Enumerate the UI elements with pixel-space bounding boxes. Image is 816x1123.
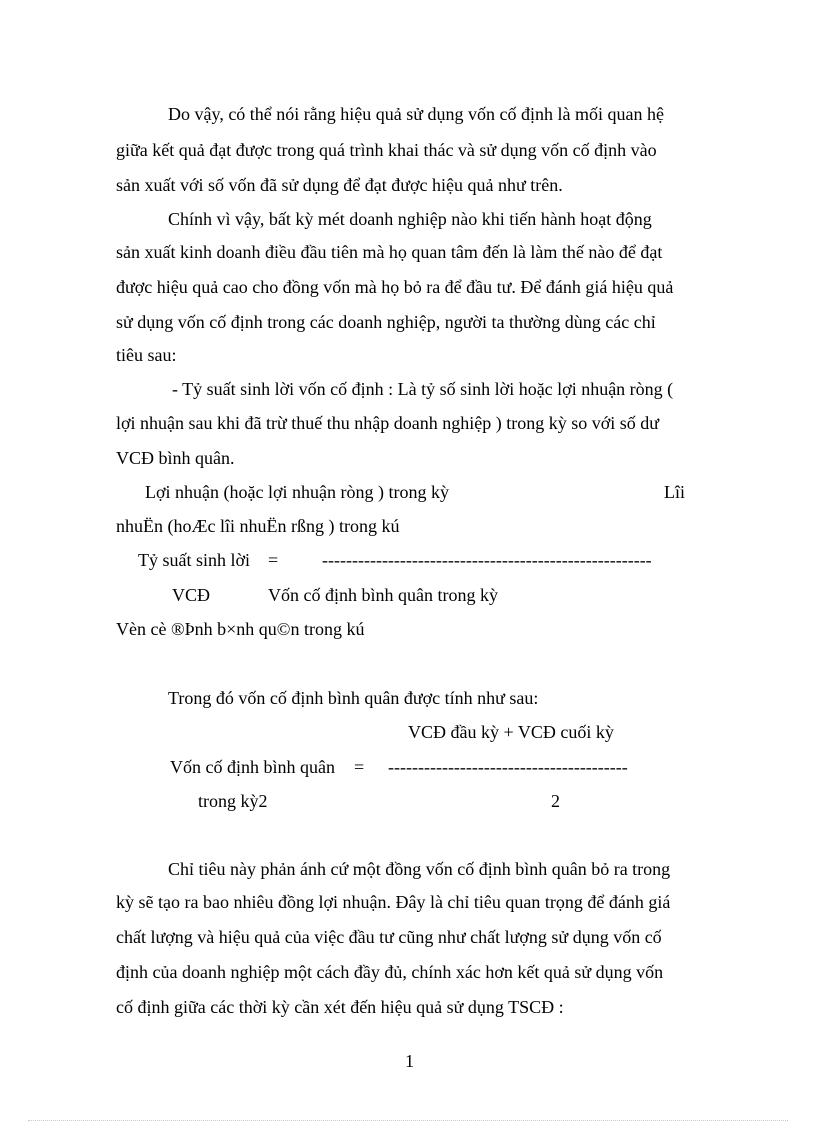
paragraph-3-line-2: kỳ sẽ tạo ra bao nhiêu đồng lợi nhuận. Đây là chỉ tiêu quan trọng để đánh giá — [116, 892, 671, 912]
paragraph-3-line-5: cố định giữa các thời kỳ cần xét đến hiệu quả sử dụng TSCĐ : — [116, 997, 564, 1017]
paragraph-2-line-1: Chính vì vậy, bất kỳ mét doanh nghiệp nào khi tiến hành hoạt động — [168, 209, 652, 229]
paragraph-1-line-1: Do vậy, có thể nói rằng hiệu quả sử dụng vốn cố định là mối quan hệ — [168, 104, 664, 124]
definition-line-3: VCĐ bình quân. — [116, 448, 235, 468]
formula-1-numerator-garbled-a: Lîi — [664, 482, 685, 502]
formula-1-lhs: Tỷ suất sinh lời — [138, 550, 251, 570]
formula-1-numerator: Lợi nhuận (hoặc lợi nhuận ròng ) trong kỳ — [145, 482, 449, 502]
paragraph-2-line-5: tiêu sau: — [116, 345, 177, 365]
page-number: 1 — [405, 1051, 414, 1071]
definition-line-2: lợi nhuận sau khi đã trừ thuế thu nhập doanh nghiệp ) trong kỳ so với số dư — [116, 413, 659, 433]
formula-2-divider: ---------------------------------------- — [388, 757, 628, 777]
paragraph-2-line-3: được hiệu quả cao cho đồng vốn mà họ bỏ ra để đầu tư. Để đánh giá hiệu quả — [116, 277, 674, 297]
formula-1-denominator-garbled: Vèn cè ®Þnh b×nh qu©n trong kú — [116, 619, 365, 639]
formula-1-equals: = — [268, 550, 279, 570]
paragraph-3-line-1: Chỉ tiêu này phản ánh cứ một đồng vốn cố định bình quân bỏ ra trong — [168, 859, 671, 879]
formula-1-divider: ------------------------------------------------------- — [322, 550, 652, 570]
definition-line-1: - Tỷ suất sinh lời vốn cố định : Là tỷ số sinh lời hoặc lợi nhuận ròng ( — [172, 379, 674, 399]
paragraph-2-line-2: sản xuất kinh doanh điều đầu tiên mà họ quan tâm đến là làm thế nào để đạt — [116, 242, 663, 262]
formula-2-intro: Trong đó vốn cố định bình quân được tính như sau: — [168, 688, 539, 708]
paragraph-1-line-2: giữa kết quả đạt được trong quá trình khai thác và sử dụng vốn cố định vào — [116, 140, 657, 160]
paragraph-3-line-4: định của doanh nghiệp một cách đầy đủ, chính xác hơn kết quả sử dụng vốn — [116, 962, 664, 982]
formula-2-lhs: Vốn cố định bình quân — [170, 757, 335, 777]
formula-2-numerator: VCĐ đầu kỳ + VCĐ cuối kỳ — [408, 722, 614, 742]
formula-1-denominator-prefix: VCĐ — [172, 585, 211, 605]
formula-1-numerator-garbled-b: nhuËn (hoÆc lîi nhuËn rßng ) trong kú — [116, 516, 400, 536]
paragraph-2-line-4: sử dụng vốn cố định trong các doanh nghiệp, người ta thường dùng các chỉ — [116, 312, 656, 332]
paragraph-3-line-3: chất lượng và hiệu quả của việc đầu tư cũng như chất lượng sử dụng vốn cố — [116, 927, 662, 947]
formula-2-lhs-suffix: trong kỳ2 — [198, 791, 268, 811]
formula-2-denominator: 2 — [551, 791, 560, 811]
formula-1-denominator: Vốn cố định bình quân trong kỳ — [268, 585, 498, 605]
paragraph-1-line-3: sản xuất với số vốn đã sử dụng để đạt được hiệu quả như trên. — [116, 175, 563, 195]
formula-2-equals: = — [354, 757, 365, 777]
page-edge-divider — [28, 1120, 788, 1121]
